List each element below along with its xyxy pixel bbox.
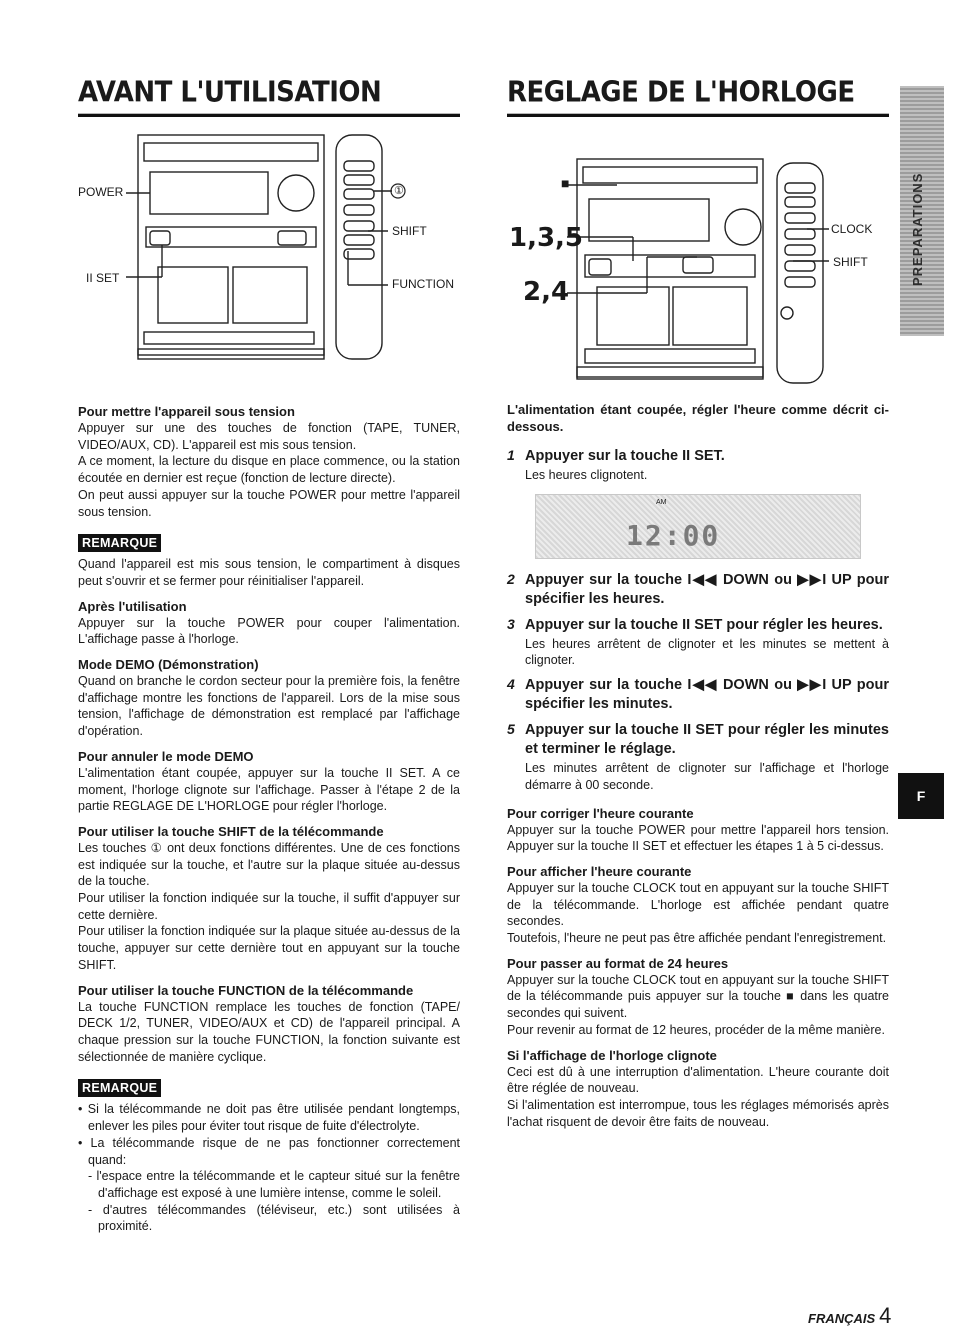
cancel-demo-text: L'alimentation étant coupée, appuyer sur la touche II SET. A ce moment, l'horloge clignote sur l'affichage. Passer à l'étape 2 de la partie REGLAGE DE L'HORLOGE pour régler l'horloge. [78,765,460,814]
demo-mode-text: Quand on branche le cordon secteur pour la première fois, la fenêtre d'affichage montre les fonctions de l'appareil. Lors de la mise sous tension, l'affichage de démonstration est remplacé par l'affichage d'opération. [78,674,460,739]
function-key-heading: Pour utiliser la touche FUNCTION de la télécommande [78,982,414,998]
shift-key-text-3: Pour utiliser la fonction indiquée sur la plaque située au-dessus de la touche, appuyer sur cette dernière tout en appuyant sur la touche SHIFT. [78,924,460,972]
display-time: 12:00 [626,518,721,552]
format-24h-text-2: Pour revenir au format de 12 heures, procéder de la même manière. [507,1022,885,1037]
function-key-text: La touche FUNCTION remplace les touches de fonction (TAPE/ DECK 1/2, TUNER, VIDEO/AUX et CD) de l'appareil principal. A chaque pression sur la touche FUNCTION, la fonction suivante est sélectionnée de manière cyclique. [78,999,460,1064]
step-number: 2 [507,570,515,587]
after-use-text: Appuyer sur la touche POWER pour couper l'alimentation. L'affichage passe à l'horloge. [78,615,460,647]
step-1 [507,447,889,484]
step-4 [507,676,889,714]
step-text: Les heures clignotent. [525,468,648,482]
step-5 [507,721,889,793]
right-section-title: REGLAGE DE L'HORLOGE [507,74,889,117]
show-time-heading: Pour afficher l'heure courante [507,863,692,879]
step-number: 3 [507,615,515,632]
language-tab: F [898,773,944,819]
clock-illustration [507,127,889,397]
side-tab-label: PREPARATIONS [910,172,925,286]
shift-key-text: Les touches ① ont deux fonctions différentes. Une de ces fonctions est indiquée sur la touche, et l'autre sur la plaque située au-dessus de la touche. [78,840,460,889]
step-3 [507,616,889,669]
stereo-system-drawing [78,127,460,395]
am-indicator: AM [656,498,667,506]
format-24h-heading: Pour passer au format de 24 heures [507,955,729,971]
shift-label: SHIFT [833,255,868,269]
shift-label: SHIFT [392,224,427,238]
after-use-heading: Après l'utilisation [78,598,187,614]
step-number: 4 [507,676,515,693]
show-time-text: Appuyer sur la touche CLOCK tout en appuyant sur la touche SHIFT de la télécommande. L'horloge est affichée pendant quatre secondes. [507,880,889,929]
remarque-badge-1: REMARQUE [78,534,161,552]
circled-one-label: ① [394,185,404,197]
clock-label: CLOCK [831,222,873,236]
steps-24-label: 2,4 [523,277,570,307]
shift-key-heading: Pour utiliser la touche SHIFT de la télécommande [78,823,384,839]
power-on-text-2: A ce moment, la lecture du disque en place commence, ou la station écoutée en dernier est reçue (fonction de lecture directe). [78,454,460,486]
shift-key-text-2: Pour utiliser la fonction indiquée sur la touche, il suffit d'appuyer sur cette dernière. [78,891,460,922]
power-on-text-3: On peut aussi appuyer sur la touche POWER pour mettre l'appareil sous tension. [78,487,460,519]
power-label: POWER [78,185,124,199]
preparations-side-tab [900,86,944,336]
step-number: 1 [507,447,515,463]
list-item: - d'autres télécommandes (téléviseur, etc.) sont utilisées à proximité. [88,1202,460,1234]
function-label: FUNCTION [392,277,454,291]
stereo-illustration [78,127,460,395]
step-text: Les heures arrêtent de clignoter et les minutes se mettent à clignoter. [525,636,889,668]
right-column [507,78,889,1130]
step-title: Appuyer sur la touche II SET. [525,448,725,464]
step-2 [507,571,889,609]
remarque-list-2 [78,1101,460,1235]
power-on-text: Appuyer sur une des touches de fonction (TAPE, TUNER, VIDEO/AUX, CD). L'appareil est mis sous tension. [78,421,460,452]
left-column [78,78,460,1235]
clock-display [535,494,861,559]
steps-135-label: 1,3,5 [509,223,584,253]
step-title: Appuyer sur la touche I◀◀ DOWN ou ▶▶I UP pour spécifier les minutes. [525,677,889,713]
blinking-clock-text: Ceci est dû à une interruption d'alimentation. L'heure courante doit être réglée de nouveau. [507,1064,889,1096]
left-section-title: AVANT L'UTILISATION [78,74,460,117]
blinking-clock-text-2: Si l'alimentation est interrompue, tous les réglages mémorisés après l'achat risquent de devoir être faits de nouveau. [507,1097,889,1129]
step-title: Appuyer sur la touche II SET pour régler les heures. [525,616,883,633]
stop-symbol-label: ■ [561,175,570,191]
remarque-text-1: Quand l'appareil est mis sous tension, le compartiment à disques peut s'ouvrir et se fermer pour réinitialiser l'appareil. [78,557,460,588]
correct-time-heading: Pour corriger l'heure courante [507,805,694,821]
footer-language: FRANÇAIS [808,1311,876,1326]
list-item: - l'espace entre la télécommande et le capteur situé sur la fenêtre d'affichage est exposé à une lumière intense, comme le soleil. [88,1169,460,1200]
page-footer [808,1303,891,1329]
step-text: Les minutes arrêtent de clignoter sur l'affichage et l'horloge démarre à 00 seconde. [525,761,889,792]
format-24h-text: Appuyer sur la touche CLOCK tout en appuyant sur la touche SHIFT de la télécommande puis appuyer sur la touche ■ dans les quatre secondes qui suivent. [507,972,889,1021]
correct-time-text: Appuyer sur la touche POWER pour mettre l'appareil hors tension. Appuyer sur la touche II SET et effectuer les étapes 1 à 5 ci-dessus. [507,822,889,854]
lead-instruction: L'alimentation étant coupée, régler l'heure comme décrit ci-dessous. [507,402,889,434]
set-label: II SET [86,271,120,285]
demo-mode-heading: Mode DEMO (Démonstration) [78,657,259,673]
show-time-text-2: Toutefois, l'heure ne peut pas être affichée pendant l'enregistrement. [507,931,887,946]
remarque-badge-2: REMARQUE [78,1079,161,1097]
step-title: Appuyer sur la touche II SET pour régler les minutes et terminer le réglage. [525,722,889,758]
cancel-demo-heading: Pour annuler le mode DEMO [78,748,254,764]
list-item: • Si la télécommande ne doit pas être utilisée pendant longtemps, enlever les piles pour éviter tout risque de fuite d'électrolyte. [78,1102,460,1134]
blinking-clock-heading: Si l'affichage de l'horloge clignote [507,1047,717,1063]
step-number: 5 [507,721,515,738]
power-on-heading: Pour mettre l'appareil sous tension [78,404,295,419]
list-item: • La télécommande risque de ne pas fonctionner correctement quand: [78,1135,460,1167]
clock-setting-drawing [507,127,889,397]
step-title: Appuyer sur la touche I◀◀ DOWN ou ▶▶I UP pour spécifier les heures. [525,571,889,607]
page-number: 4 [879,1303,892,1328]
